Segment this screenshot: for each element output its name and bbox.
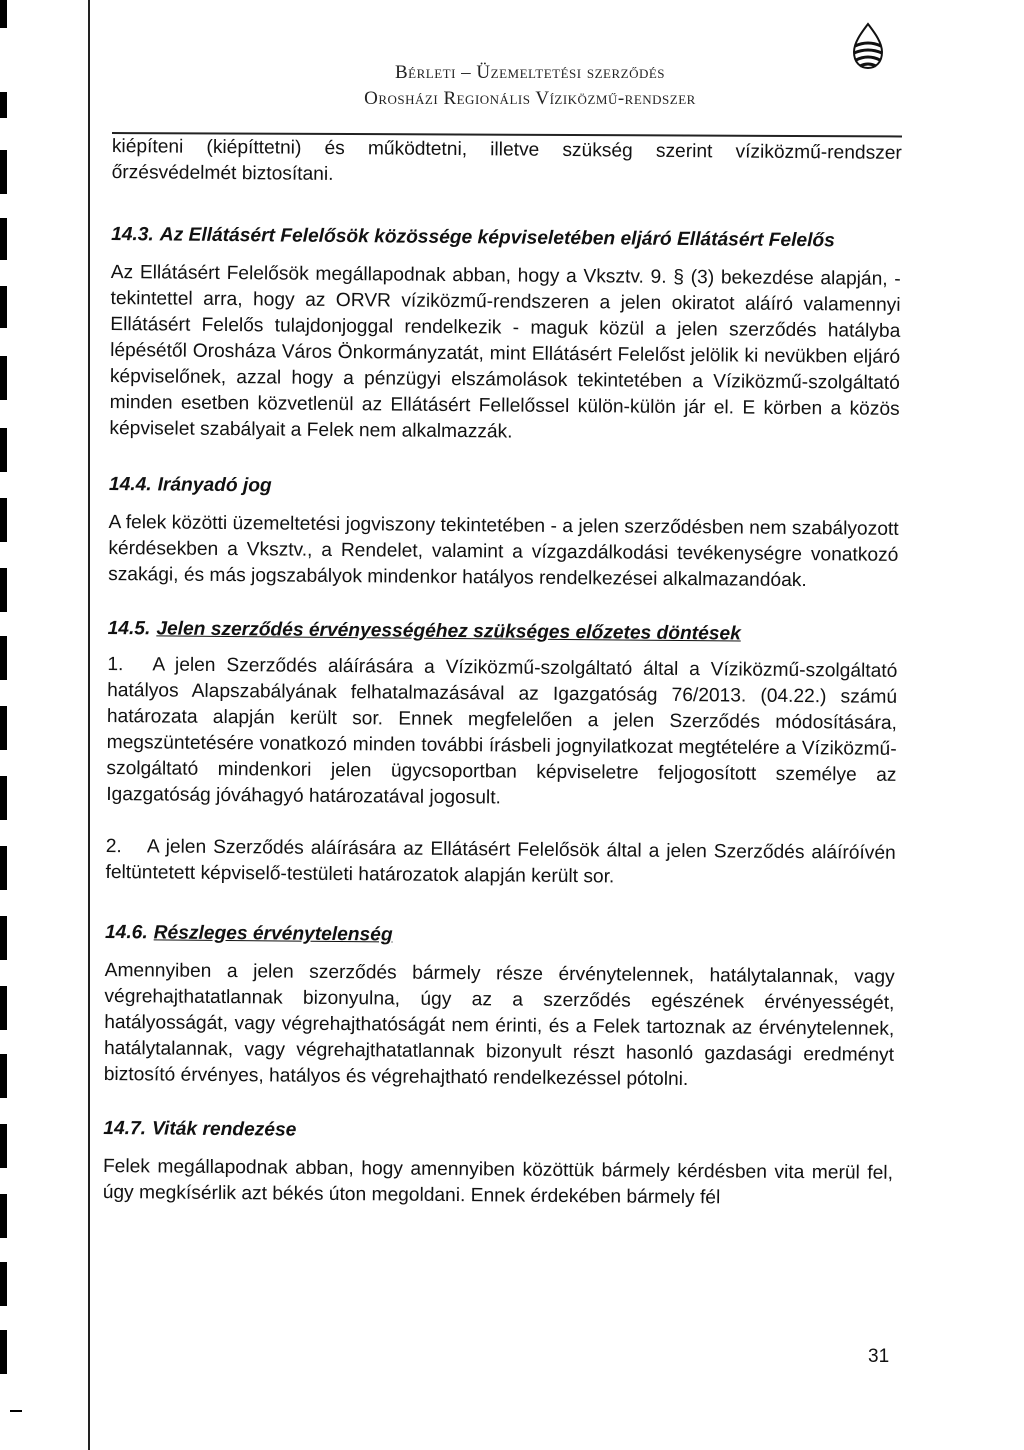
binder-mark xyxy=(0,916,7,960)
binder-mark xyxy=(0,286,7,328)
binder-line xyxy=(88,0,90,1450)
section-heading-14-5 xyxy=(108,616,898,649)
section-title: Viták rendezése xyxy=(151,1118,297,1141)
list-item-1: 1. A jelen Szerződés aláírására a Víziközmű-szolgáltató által a Víziközmű-szolgáltató hatályos Alapszabályának felhatalmazásával az Igazgatóság 76/2013. (04.22.) számú határozata alapján került sor. Ennek megfelelően a jelen Szerződés módosítására, megszüntetésére vonatkozó minden további írásbeli jognyilatkozat megtételére a Víziközmű-szolgáltató mindenkori jelen ügycsoportban képviseletre feljogosított személye az Igazgatóság jóváhagyó határozatával jogosult. xyxy=(106,653,898,809)
section-number: 14.5. xyxy=(107,617,151,640)
binder-mark xyxy=(0,1124,7,1168)
section-body-14-6: Amennyiben a jelen szerződés bármely része érvénytelennek, hatálytalannak, vagy végrehajthatatlannak bizonyulna, úgy az a szerződés egészének érvényességét, hatályosságát, vagy végrehajthatóságát nem érinti, és a Felek tartoznak az érvénytelennek, hatálytalannak, vagy végrehajthatatlannak bizonyult részt hasonló gazdasági eredményt biztosító érvényes, hatályos és végrehajtható rendelkezéssel pótolni. xyxy=(103,959,895,1091)
binder-mark xyxy=(0,218,7,260)
binder-mark xyxy=(0,568,7,612)
binder-mark xyxy=(0,498,7,542)
binder-mark xyxy=(0,428,7,472)
section-number: 14.6. xyxy=(104,921,148,944)
intro-paragraph: kiépíteni (kiépíttetni) és működtetni, illetve szükség szerint víziközmű-rendszer őrzésvédelmét biztosítani. xyxy=(111,135,902,185)
header-title: Bérleti – Üzemeltetési szerződés xyxy=(394,62,666,83)
binder-mark xyxy=(0,92,7,118)
binder-mark xyxy=(0,1330,7,1374)
binder-mark xyxy=(0,356,7,400)
section-heading-14-4 xyxy=(109,472,899,505)
list-item-2: 2. A jelen Szerződés aláírására az Ellátásért Felelősök által a jelen Szerződés aláíróívén feltüntetett képviselő-testületi határozatok alapján került sor. xyxy=(105,835,896,888)
binder-dash xyxy=(10,1410,22,1412)
section-number: 14.3. xyxy=(111,223,154,246)
section-title: Az Ellátásért Felelősök közössége képviseletében eljáró Ellátásért Felelős xyxy=(159,224,835,252)
binder-mark xyxy=(0,1194,7,1238)
binder-mark xyxy=(0,1262,7,1306)
section-number: 14.7. xyxy=(103,1117,147,1140)
binder-mark xyxy=(0,0,7,28)
section-number: 14.4. xyxy=(108,473,152,496)
binder-mark xyxy=(0,706,7,750)
water-drop-logo-icon xyxy=(838,22,898,72)
header-subtitle: Orosházi Regionális Víziközmű-rendszer xyxy=(364,88,696,109)
section-body-14-7: Felek megállapodnak abban, hogy amennyiben közöttük bármely kérdésben vita merül fel, úgy megkísérlik azt békés úton megoldani. Ennek érdekében bármely fél xyxy=(102,1155,894,1209)
binder-mark xyxy=(0,776,7,820)
section-body-14-4: A felek közötti üzemeltetési jogviszony tekintetében - a jelen szerződésben nem szabályozott kérdésekben a Vksztv., a Rendelet, valamint a vízgazdálkodási tevékenységre vonatkozó szakági, és más jogszabályok mindenkor hatályos rendelkezései alkalmazandóak. xyxy=(108,511,899,592)
page-number: 31 xyxy=(868,1346,890,1367)
section-heading-14-6 xyxy=(105,920,895,953)
section-title: Irányadó jog xyxy=(157,474,272,497)
document-body xyxy=(103,134,902,1213)
section-heading-14-3 xyxy=(111,222,901,255)
section-title: Jelen szerződés érvényességéhez szükséges előzetes döntések xyxy=(156,618,741,645)
document-header xyxy=(300,60,760,112)
binder-mark xyxy=(0,1054,7,1098)
binder-mark xyxy=(0,636,7,680)
section-title: Részleges érvénytelenség xyxy=(153,922,393,946)
binder-mark xyxy=(0,846,7,890)
binder-mark xyxy=(0,150,7,194)
section-heading-14-7 xyxy=(103,1116,893,1149)
section-body-14-3: Az Ellátásért Felelősök megállapodnak abban, hogy a Vksztv. 9. § (3) bekezdése alapján, - tekintettel arra, hogy az ORVR víziközmű-rendszeren a jelen okiratot aláíró valamennyi Ellátásért Felelős tulajdonjoggal rendelkezik - maguk közül a jelen szerződés hatályba lépésétől Orosháza Város Önkormányzatát, mint Ellátásért Felelőst jelölik ki nevükben eljáró képviselőnek, azzal hogy a pénzügyi elszámolások tekintetében a Víziközmű-szolgáltató minden esetben közvetlenül az Ellátásért Fellelőssel külön-külön jár el. E körben a közös képviselet szabályait a Felek nem alkalmazzák. xyxy=(109,261,901,443)
binder-mark xyxy=(0,986,7,1030)
